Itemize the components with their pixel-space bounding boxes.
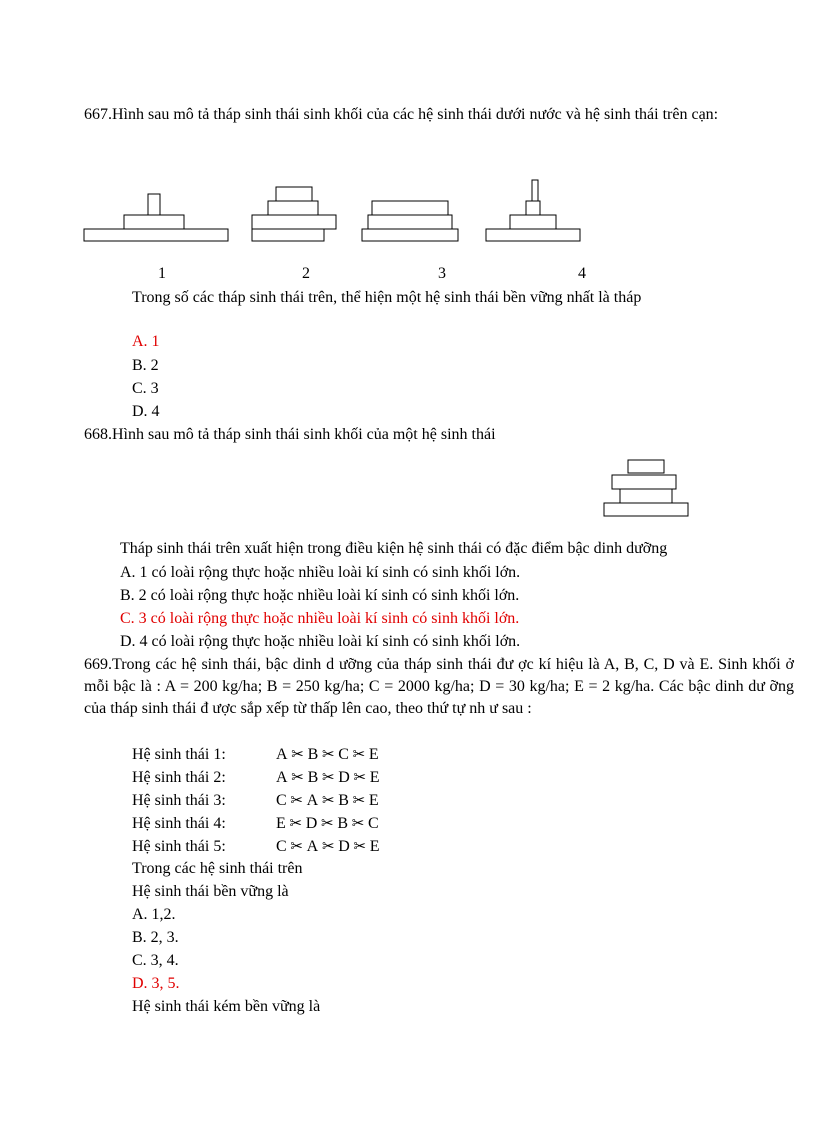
trophic-level: C [276, 838, 287, 855]
scissors-icon: ✂ [321, 768, 335, 786]
ecosystem-label: Hệ sinh thái 2: [132, 769, 226, 786]
scissors-icon: ✂ [289, 814, 303, 832]
ecosystem-row-1 [132, 744, 379, 765]
q669-option-c: C. 3, 4. [132, 952, 179, 969]
q668-stem: 668.Hình sau mô tả tháp sinh thái sinh khối của một hệ sinh thái [84, 426, 496, 443]
ecosystem-row-2 [132, 767, 380, 788]
scissors-icon: ✂ [352, 791, 366, 809]
q669-subquestion-1: Hệ sinh thái bền vững là [132, 883, 289, 900]
trophic-level: E [368, 746, 379, 763]
scissors-icon: ✂ [321, 837, 335, 855]
q669-intro: Trong các hệ sinh thái trên [132, 860, 303, 877]
trophic-level: B [338, 792, 349, 809]
q669-stem: 669.Trong các hệ sinh thái, bậc dinh d ưỡng của tháp sinh thái đư ợc kí hiệu là A, B, C, D và E. Sinh khối ở mỗi bậc là : A = 200 kg/ha; B = 250 kg/ha; C = 2000 kg/ha; D = 30 kg/ha; E = 2 kg/ha. Các bậc dinh dư ỡng của tháp sinh thái đ ược sắp xếp từ thấp lên cao, theo thứ tự nh ư sau : [84, 656, 794, 717]
scissors-icon: ✂ [353, 837, 367, 855]
trophic-level: D [338, 769, 350, 786]
scissors-icon: ✂ [291, 768, 304, 786]
trophic-level: E [276, 815, 286, 832]
q668-pyramid-figure [0, 0, 816, 530]
scissors-icon: ✂ [321, 745, 335, 763]
trophic-level: C [368, 815, 379, 832]
q668-option-a: A. 1 có loài rộng thực hoặc nhiều loài kí sinh có sinh khối lớn. [120, 564, 521, 581]
scissors-icon: ✂ [352, 745, 366, 763]
q667-question: Trong số các tháp sinh thái trên, thể hiện một hệ sinh thái bền vững nhất là tháp [132, 289, 642, 306]
trophic-level: A [306, 792, 319, 809]
q667-option-b: B. 2 [132, 357, 159, 374]
figure-label-3: 3 [438, 265, 446, 282]
trophic-level: A [276, 769, 288, 786]
q668-option-c: C. 3 có loài rộng thực hoặc nhiều loài kí sinh có sinh khối lớn. [120, 610, 520, 627]
ecosystem-row-3 [132, 790, 379, 811]
ecosystem-label: Hệ sinh thái 1: [132, 746, 226, 763]
scissors-icon: ✂ [290, 791, 303, 809]
q667-option-c: C. 3 [132, 380, 159, 397]
trophic-level: C [338, 746, 349, 763]
scissors-icon: ✂ [321, 791, 335, 809]
q669-option-a: A. 1,2. [132, 906, 176, 923]
q669-subquestion-2: Hệ sinh thái kém bền vững là [132, 998, 321, 1015]
q669-option-d: D. 3, 5. [132, 975, 180, 992]
scissors-icon: ✂ [351, 814, 365, 832]
ecosystem-label: Hệ sinh thái 4: [132, 815, 226, 832]
q668-option-b: B. 2 có loài rộng thực hoặc nhiều loài kí sinh có sinh khối lớn. [120, 587, 520, 604]
scissors-icon: ✂ [353, 768, 367, 786]
q668-question: Tháp sinh thái trên xuất hiện trong điều kiện hệ sinh thái có đặc điểm bậc dinh dưỡng [120, 540, 668, 557]
trophic-level: A [276, 746, 288, 763]
trophic-level: E [369, 838, 380, 855]
trophic-level: E [368, 792, 379, 809]
q669-option-b: B. 2, 3. [132, 929, 179, 946]
q667-option-a: A. 1 [132, 333, 160, 350]
trophic-level: B [307, 769, 319, 786]
trophic-level: D [338, 838, 350, 855]
q667-stem: 667.Hình sau mô tả tháp sinh thái sinh khối của các hệ sinh thái dưới nước và hệ sinh thái trên cạn: [84, 106, 719, 123]
scissors-icon: ✂ [290, 837, 303, 855]
ecosystem-label: Hệ sinh thái 3: [132, 792, 226, 809]
ecosystem-row-4 [132, 813, 379, 834]
trophic-level: D [305, 815, 318, 832]
trophic-level: B [337, 815, 349, 832]
ecosystem-label: Hệ sinh thái 5: [132, 838, 226, 855]
ecosystem-row-5 [132, 836, 380, 857]
scissors-icon: ✂ [321, 814, 334, 832]
scissors-icon: ✂ [291, 745, 304, 763]
figure-label-1: 1 [158, 265, 166, 282]
trophic-level: B [307, 746, 319, 763]
trophic-level: A [306, 838, 319, 855]
trophic-level: E [369, 769, 380, 786]
figure-label-4: 4 [578, 265, 586, 282]
figure-label-2: 2 [302, 265, 310, 282]
q667-option-d: D. 4 [132, 403, 160, 420]
q668-option-d: D. 4 có loài rộng thực hoặc nhiều loài kí sinh có sinh khối lớn. [120, 633, 521, 650]
trophic-level: C [276, 792, 287, 809]
